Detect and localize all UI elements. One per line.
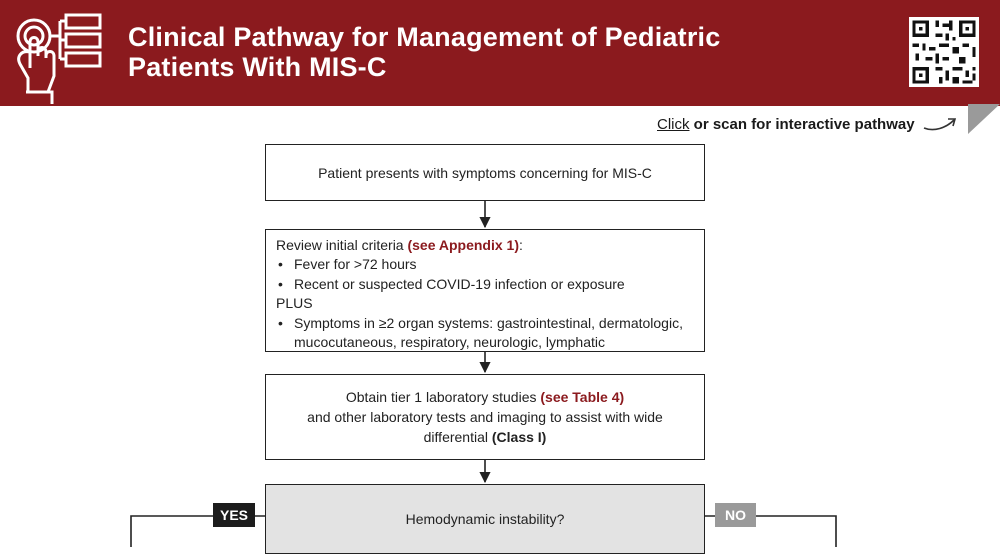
criteria-plus: PLUS [276, 295, 313, 312]
appendix-1-link[interactable]: (see Appendix 1) [407, 237, 519, 253]
criteria-lead-text: Review initial criteria [276, 237, 408, 253]
labs-line-1 [276, 387, 694, 407]
flow-decision-hemodynamic [265, 484, 705, 554]
labs-differential-text: and other laboratory tests and imaging to assist with wide differential [307, 409, 663, 445]
no-label: NO [715, 503, 756, 527]
table-4-link[interactable]: (see Table 4) [540, 389, 625, 405]
labs-line-2 [276, 407, 694, 447]
criteria-list-a [276, 255, 694, 294]
criteria-list-b [276, 314, 694, 353]
criteria-item: • Recent or suspected COVID-19 infection or exposure [276, 275, 694, 294]
class-badge: (Class I) [491, 429, 547, 445]
criteria-colon: : [519, 237, 523, 253]
click-link[interactable]: Click [657, 116, 690, 133]
step1-text: Patient presents with symptoms concerning for MIS-C [318, 164, 652, 181]
flow-step-tier1-labs [265, 374, 705, 460]
criteria-lead [276, 236, 694, 255]
flow-step-presentation [265, 144, 705, 201]
title-line-2: Patients With MIS-C [128, 52, 387, 82]
yes-label: YES [213, 503, 255, 527]
flow-step-initial-criteria [265, 229, 705, 352]
labs-lead: Obtain tier 1 laboratory studies [345, 389, 541, 405]
criteria-item: • Fever for >72 hours [276, 255, 694, 274]
cta-text: or scan for interactive pathway [689, 116, 915, 133]
criteria-item: • Symptoms in ≥2 organ systems: gastrointestinal, dermatologic, mucocutaneous, respiratory, neurologic, lymphatic [276, 314, 694, 353]
title-line-1: Clinical Pathway for Management of Pediatric [128, 22, 721, 52]
decision-text: Hemodynamic instability? [405, 511, 565, 527]
